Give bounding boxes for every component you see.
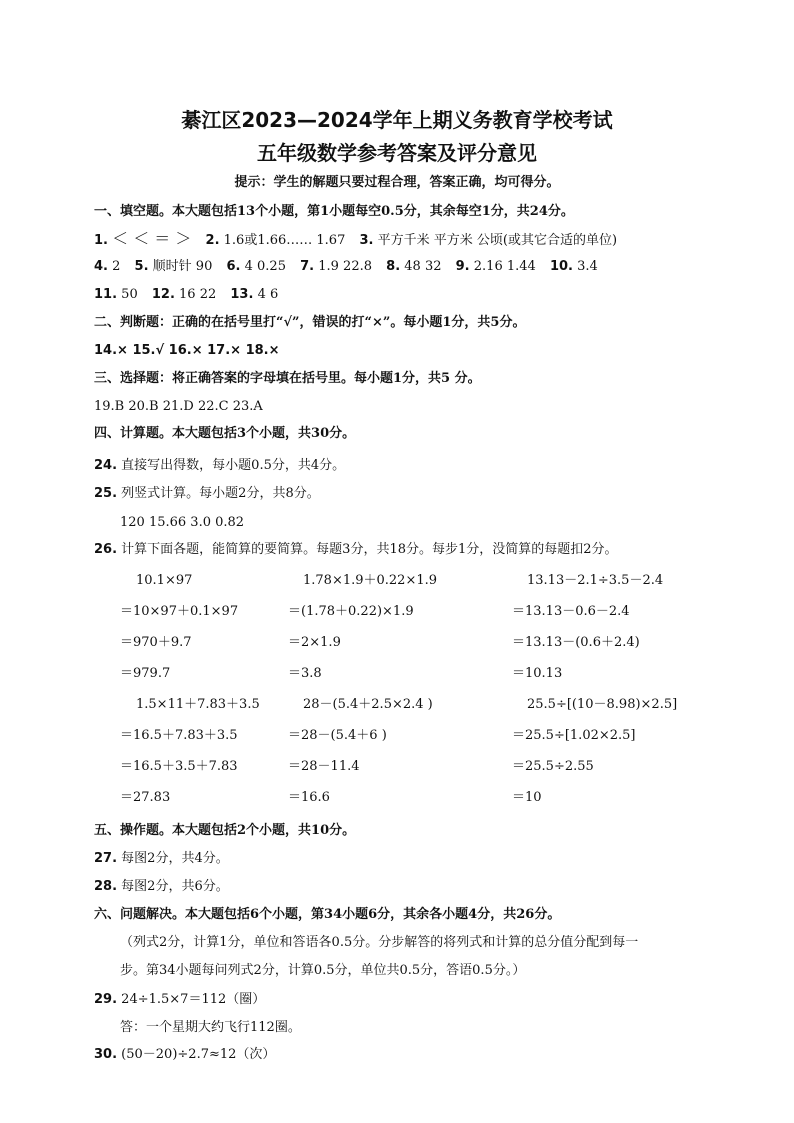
question-number: 11. [94, 287, 118, 302]
calc-2-line-1: 1.78×1.9＋0.22×1.9 [303, 573, 438, 588]
section-4-header: 四、计算题。本大题包括3个小题，共30分。 [94, 426, 356, 441]
question-number: 8. [386, 259, 401, 274]
answer: 4 0.25 [244, 259, 286, 274]
answer: 16 22 [179, 287, 217, 302]
calc-5-line-2: ＝28－(5.4＋6 ) [288, 728, 387, 743]
answer: 3.4 [577, 259, 598, 274]
question-25 [94, 485, 320, 503]
section-2-header: 二、判断题：正确的在括号里打“√”，错误的打“×”。每小题1分，共5分。 [94, 315, 526, 330]
answer: 平方千米 平方米 公顷(或其它合适的单位) [377, 233, 618, 248]
section-6-note-line-1: （列式2分，计算1分，单位和答语各0.5分。分步解答的将列式和计算的总分值分配到每一 [120, 935, 639, 950]
calc-2-line-4: ＝3.8 [288, 666, 322, 681]
calc-2-line-2: ＝(1.78＋0.22)×1.9 [288, 604, 414, 619]
question-30 [94, 1046, 275, 1064]
calc-4-line-3: ＝16.5＋3.5＋7.83 [120, 759, 238, 774]
calc-3-line-2: ＝13.13－0.6－2.4 [512, 604, 630, 619]
section-2-answers: 14.× 15.√ 16.× 17.× 18.× [94, 343, 280, 358]
section-1-header: 一、填空题。本大题包括13个小题，第1小题每空0.5分，其余每空1分，共24分。 [94, 204, 574, 219]
answer: 1.9 22.8 [318, 259, 373, 274]
calc-4-line-4: ＝27.83 [120, 790, 171, 805]
answer: 48 32 [404, 259, 442, 274]
calc-6-line-2: ＝25.5÷[1.02×2.5] [512, 728, 636, 743]
answer: 1.6或1.66…… 1.67 [223, 233, 346, 248]
question-number: 27. [94, 851, 118, 866]
question-text: 计算下面各题，能简算的要简算。每题3分，共18分。每步1分，没简算的每题扣2分。 [121, 542, 618, 557]
calc-1-line-3: ＝970＋9.7 [120, 635, 192, 650]
question-text: 每图2分，共4分。 [121, 851, 229, 866]
answer: 2.16 1.44 [473, 259, 536, 274]
question-number: 3. [359, 233, 374, 248]
scoring-hint: 提示：学生的解题只要过程合理，答案正确，均可得分。 [234, 175, 560, 190]
question-number: 9. [455, 259, 470, 274]
answer: ＜ ＜ ＝ ＞ [112, 229, 192, 248]
question-number: 29. [94, 992, 118, 1007]
question-29 [94, 991, 265, 1009]
calc-3-line-4: ＝10.13 [512, 666, 563, 681]
question-number: 2. [205, 233, 220, 248]
section-1-row-1 [94, 230, 617, 250]
section-5-header: 五、操作题。本大题包括2个小题，共10分。 [94, 823, 356, 838]
calc-6-line-4: ＝10 [512, 790, 542, 805]
document-title: 綦江区2023—2024学年上期义务教育学校考试 [181, 108, 613, 132]
answer: 50 [121, 287, 138, 302]
question-text: 列竖式计算。每小题2分，共8分。 [121, 486, 320, 501]
question-number: 7. [300, 259, 315, 274]
question-number: 25. [94, 486, 118, 501]
answer: 4 6 [257, 287, 279, 302]
section-3-answers: 19.B 20.B 21.D 22.C 23.A [94, 399, 263, 414]
calc-3-line-1: 13.13－2.1÷3.5－2.4 [527, 573, 664, 588]
calc-1-line-1: 10.1×97 [136, 573, 193, 588]
question-text: (50－20)÷2.7≈12（次） [121, 1047, 276, 1062]
answer: 顺时针 90 [152, 259, 213, 274]
section-3-header: 三、选择题：将正确答案的字母填在括号里。每小题1分，共5 分。 [94, 371, 481, 386]
question-26 [94, 541, 618, 559]
question-25-answers: 120 15.66 3.0 0.82 [120, 515, 245, 530]
calc-5-line-3: ＝28－11.4 [288, 759, 360, 774]
question-number: 12. [151, 287, 175, 302]
question-number: 26. [94, 542, 118, 557]
calc-3-line-3: ＝13.13－(0.6＋2.4) [512, 635, 640, 650]
question-28 [94, 878, 229, 896]
question-text: 24÷1.5×7＝112（圈） [121, 992, 266, 1007]
calc-5-line-1: 28－(5.4＋2.5×2.4 ) [303, 697, 433, 712]
question-27 [94, 850, 229, 868]
question-24 [94, 457, 345, 475]
calc-6-line-1: 25.5÷[(10－8.98)×2.5] [527, 697, 678, 712]
calc-1-line-2: ＝10×97＋0.1×97 [120, 604, 239, 619]
calc-6-line-3: ＝25.5÷2.55 [512, 759, 594, 774]
calc-5-line-4: ＝16.6 [288, 790, 330, 805]
section-6-note-line-2: 步。第34小题每问列式2分，计算0.5分，单位共0.5分，答语0.5分。） [120, 963, 526, 978]
document-subtitle: 五年级数学参考答案及评分意见 [257, 141, 537, 165]
question-number: 6. [226, 259, 241, 274]
question-number: 13. [230, 287, 254, 302]
question-number: 4. [94, 259, 108, 274]
calc-2-line-3: ＝2×1.9 [288, 635, 341, 650]
question-number: 1. [94, 233, 108, 248]
question-number: 24. [94, 458, 118, 473]
question-number: 28. [94, 879, 118, 894]
question-number: 5. [134, 259, 149, 274]
section-1-row-2 [94, 258, 598, 276]
question-text: 每图2分，共6分。 [121, 879, 229, 894]
question-29-answer: 答：一个星期大约飞行112圈。 [120, 1020, 301, 1035]
calc-1-line-4: ＝979.7 [120, 666, 171, 681]
question-text: 直接写出得数，每小题0.5分，共4分。 [121, 458, 346, 473]
answer: 2 [112, 259, 121, 274]
question-number: 10. [549, 259, 573, 274]
calc-4-line-1: 1.5×11＋7.83＋3.5 [136, 697, 260, 712]
section-1-row-3 [94, 286, 278, 304]
section-6-header: 六、问题解决。本大题包括6个小题，第34小题6分，其余各小题4分，共26分。 [94, 907, 561, 922]
calc-4-line-2: ＝16.5＋7.83＋3.5 [120, 728, 238, 743]
question-number: 30. [94, 1047, 118, 1062]
